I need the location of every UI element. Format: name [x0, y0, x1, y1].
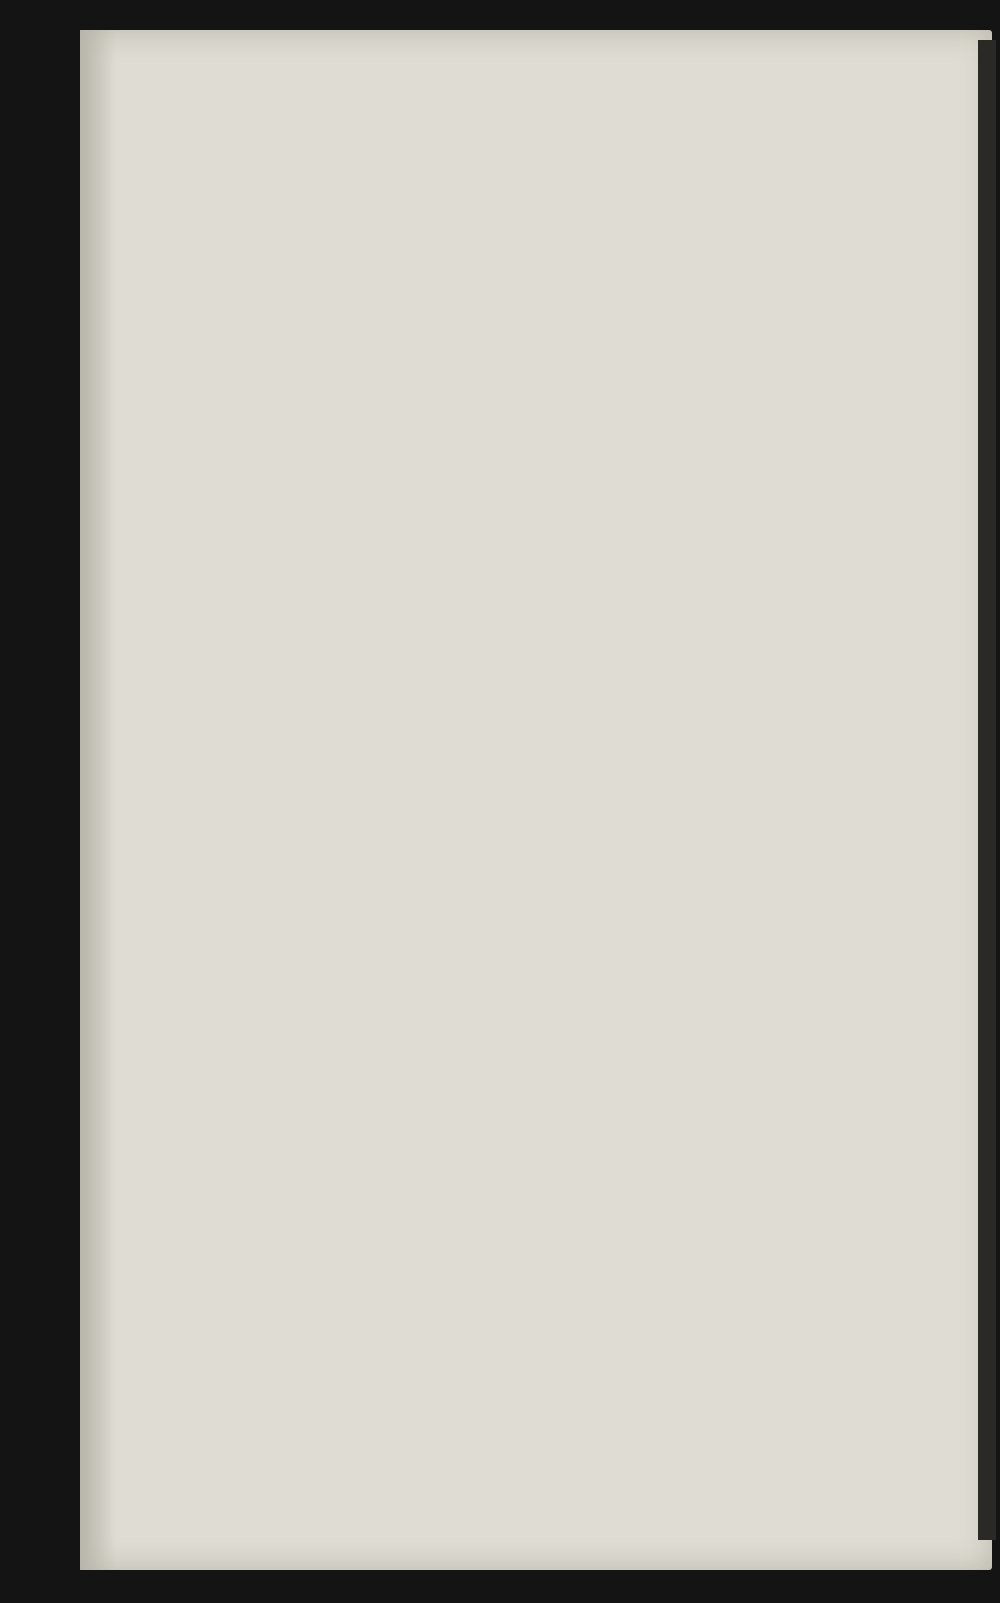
footer [985, 1585, 994, 1599]
catchword-line [330, 176, 1000, 213]
register-entries [330, 128, 1000, 213]
book-page [80, 30, 992, 1570]
